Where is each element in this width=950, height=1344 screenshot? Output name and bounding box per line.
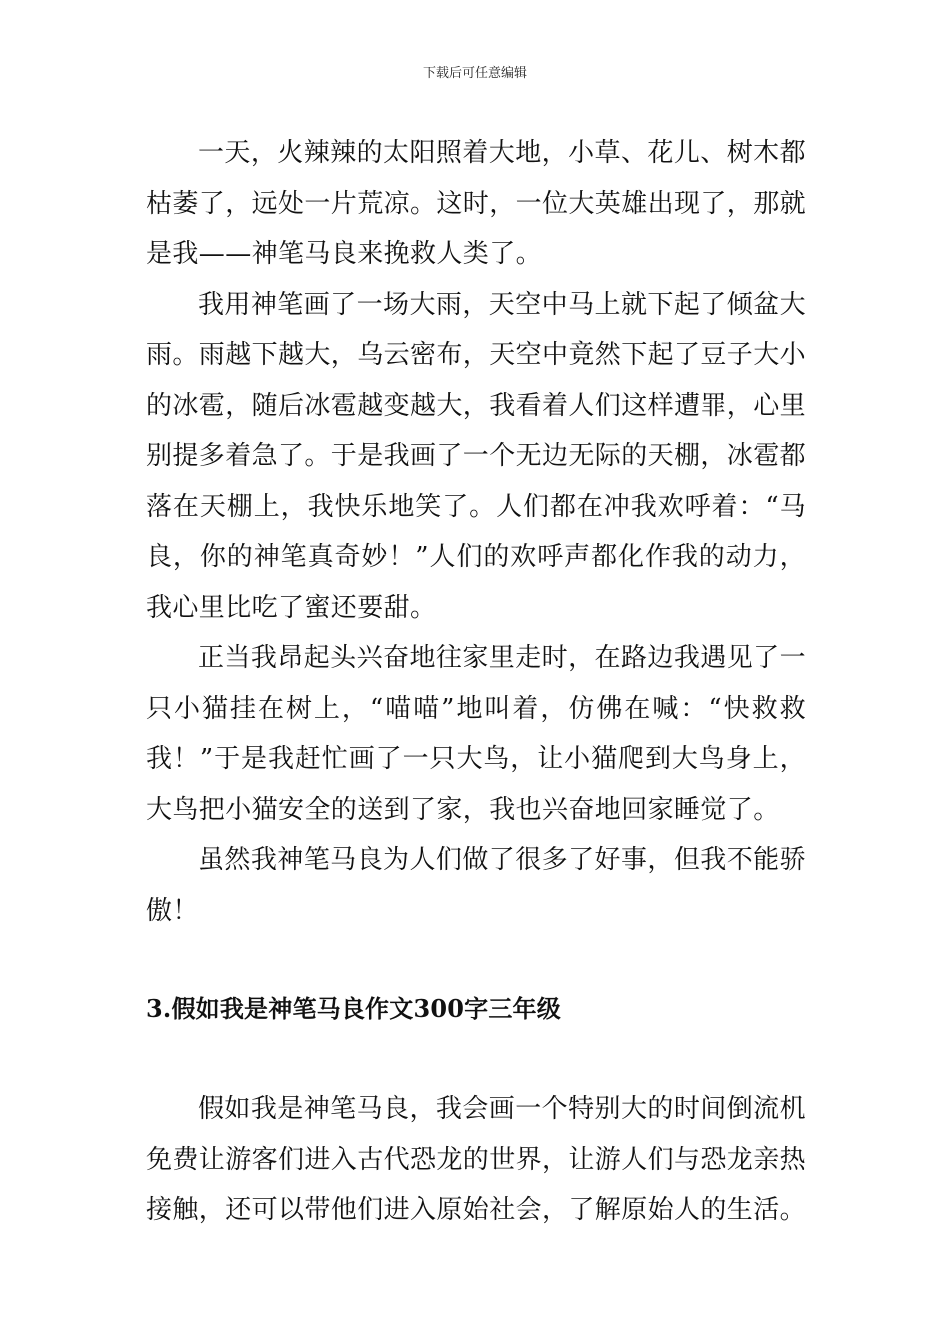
paragraph-2: 我用神笔画了一场大雨，天空中马上就下起了倾盆大雨。雨越下越大，乌云密布，天空中竟然下起了豆子大小的冰雹，随后冰雹越变越大，我看着人们这样遭罪，心里别提多着急了。于是我画了一个无边无际的天棚，冰雹都落在天棚上，我快乐地笑了。人们都在冲我欢呼着：“马良，你的神笔真奇妙！”人们的欢呼声都化作我的动力，我心里比吃了蜜还要甜。 xyxy=(146,289,807,623)
section-heading: 3.假如我是神笔马良作文300字三年级 xyxy=(146,994,561,1023)
body-text xyxy=(146,128,806,1236)
paragraph-4: 虽然我神笔马良为人们做了很多了好事，但我不能骄傲！ xyxy=(146,845,806,926)
paragraph-1: 一天，火辣辣的太阳照着大地，小草、花儿、树木都枯萎了，远处一片荒凉。这时，一位大英雄出现了，那就是我——神笔马良来挽救人类了。 xyxy=(146,138,807,269)
section-paragraph-1: 假如我是神笔马良，我会画一个特别大的时间倒流机免费让游客们进入古代恐龙的世界，让游人们与恐龙亲热接触，还可以带他们进入原始社会，了解原始人的生活。 xyxy=(146,1094,807,1225)
paragraph-3: 正当我昂起头兴奋地往家里走时，在路边我遇见了一只小猫挂在树上，“喵喵”地叫着，仿佛在喊：“快救救我！”于是我赶忙画了一只大鸟，让小猫爬到大鸟身上，大鸟把小猫安全的送到了家，我也兴奋地回家睡觉了。 xyxy=(146,643,806,825)
header-note: 下载后可任意编辑 xyxy=(422,66,527,81)
